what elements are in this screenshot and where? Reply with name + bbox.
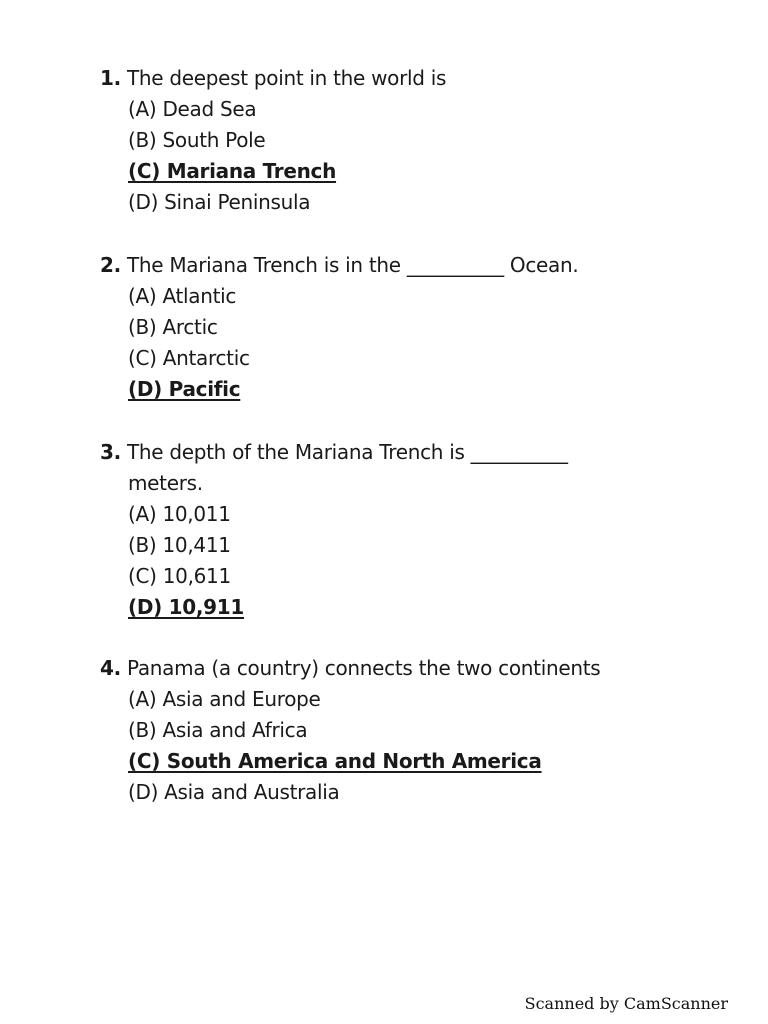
option-c-correct-answer: (C) Mariana Trench: [128, 159, 337, 183]
question-text: Panama (a country) connects the two continents: [126, 656, 601, 680]
question-4-options: [128, 684, 740, 808]
question-3: [100, 437, 740, 623]
question-number: 1.: [100, 66, 121, 90]
option-b: (B) South Pole: [128, 128, 266, 152]
question-3-stem: [100, 437, 740, 468]
option-a: (A) Asia and Europe: [128, 687, 321, 711]
question-4-stem: [100, 653, 740, 684]
option-b: (B) Arctic: [128, 315, 218, 339]
scanner-watermark: Scanned by CamScanner: [524, 994, 728, 1013]
option-d: (D) Asia and Australia: [128, 780, 340, 804]
option-c-correct-answer: (C) South America and North America: [128, 749, 542, 773]
question-3-options: [128, 499, 740, 623]
option-a: (A) 10,011: [128, 502, 231, 526]
question-3-stem-continued: meters.: [128, 471, 203, 495]
option-d: (D) Sinai Peninsula: [128, 190, 311, 214]
option-a: (A) Dead Sea: [128, 97, 257, 121]
option-d-correct-answer: (D) Pacific: [128, 377, 241, 401]
question-text: The depth of the Mariana Trench is __________: [126, 440, 568, 464]
question-number: 2.: [100, 253, 121, 277]
option-a: (A) Atlantic: [128, 284, 237, 308]
option-d-correct-answer: (D) 10,911: [128, 595, 245, 619]
question-2: [100, 250, 740, 405]
option-c: (C) Antarctic: [128, 346, 250, 370]
question-4: [100, 653, 740, 808]
question-1-stem: [100, 63, 740, 94]
question-1: [100, 63, 740, 218]
question-text: The Mariana Trench is in the __________ Ocean.: [126, 253, 579, 277]
question-number: 3.: [100, 440, 121, 464]
question-number: 4.: [100, 656, 121, 680]
question-1-options: [128, 94, 740, 218]
question-2-stem: [100, 250, 740, 281]
question-2-options: [128, 281, 740, 405]
question-text: The deepest point in the world is: [126, 66, 447, 90]
option-b: (B) 10,411: [128, 533, 231, 557]
option-c: (C) 10,611: [128, 564, 231, 588]
option-b: (B) Asia and Africa: [128, 718, 308, 742]
